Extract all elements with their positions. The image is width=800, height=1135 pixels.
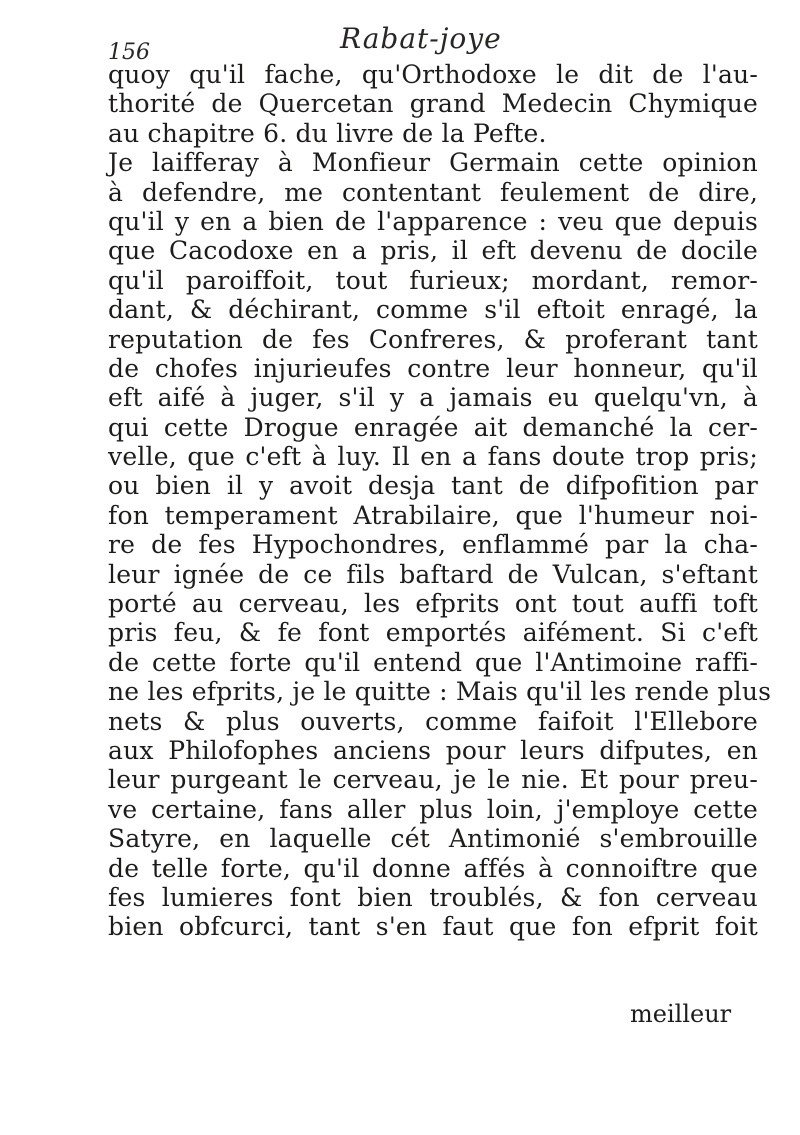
text-line: fon temperament Atrabilaire, que l'humeur noi- <box>108 500 758 530</box>
text-line: reputation de fes Confreres, & proferant tant <box>108 324 758 354</box>
text-line: que Cacodoxe en a pris, il eft devenu de docile <box>108 236 758 266</box>
page-number: 156 <box>108 40 150 65</box>
text-line: bien obfcurci, tant s'en faut que fon efprit foit <box>108 912 758 942</box>
text-line: thorité de Quercetan grand Medecin Chymique <box>108 89 758 119</box>
text-line: fes lumieres font bien troublés, & fon cerveau <box>108 882 758 912</box>
text-line: leur purgeant le cerveau, je le nie. Et pour preu- <box>108 765 758 795</box>
text-line: velle, que c'eft à luy. Il en a fans doute trop pris; <box>108 442 758 472</box>
text-line: au chapitre 6. du livre de la Pefte. <box>108 118 547 148</box>
catchword: meilleur <box>630 1000 732 1028</box>
text-line: qui cette Drogue enragée ait demanché la cer- <box>108 412 758 442</box>
page-header <box>0 22 800 65</box>
text-line: pris feu, & fe font emportés aifément. Si c'eft <box>108 618 758 648</box>
text-line: dant, & déchirant, comme s'il eftoit enragé, la <box>108 295 758 325</box>
text-body <box>108 60 772 942</box>
text-line: quoy qu'il fache, qu'Orthodoxe le dit de l'au- <box>108 60 758 89</box>
text-line: à defendre, me contentant feulement de dire, <box>108 177 758 207</box>
text-line: eft aifé à juger, s'il y a jamais eu quelqu'vn, à <box>108 383 758 413</box>
text-line: nets & plus ouverts, comme faifoit l'Ellebore <box>108 706 758 736</box>
text-line: Je laifferay à Monfieur Germain cette opinion <box>108 148 758 178</box>
text-line: ve certaine, fans aller plus loin, j'employe cette <box>108 794 758 824</box>
text-line: ne les efprits, je le quitte : Mais qu'il les rende plus <box>108 677 772 707</box>
running-head: Rabat-joye <box>340 22 502 55</box>
text-line: qu'il paroiffoit, tout furieux; mordant, remor- <box>108 265 758 295</box>
text-line: de telle forte, qu'il donne affés à connoiftre que <box>108 853 758 883</box>
text-line: re de fes Hypochondres, enflammé par la cha- <box>108 530 758 560</box>
text-line: de cette forte qu'il entend que l'Antimoine raffi- <box>108 647 758 677</box>
text-line: leur ignée de ce fils baftard de Vulcan, s'eftant <box>108 559 758 589</box>
text-line: Satyre, en laquelle cét Antimonié s'embrouille <box>108 824 758 854</box>
text-line: de chofes injurieufes contre leur honneur, qu'il <box>108 353 758 383</box>
text-line: qu'il y en a bien de l'apparence : veu que depuis <box>108 206 758 236</box>
text-line: porté au cerveau, les efprits ont tout auffi toft <box>108 589 758 619</box>
text-line: ou bien il y avoit desja tant de difpofition par <box>108 471 758 501</box>
text-line: aux Philofophes anciens pour leurs difputes, en <box>108 735 758 765</box>
